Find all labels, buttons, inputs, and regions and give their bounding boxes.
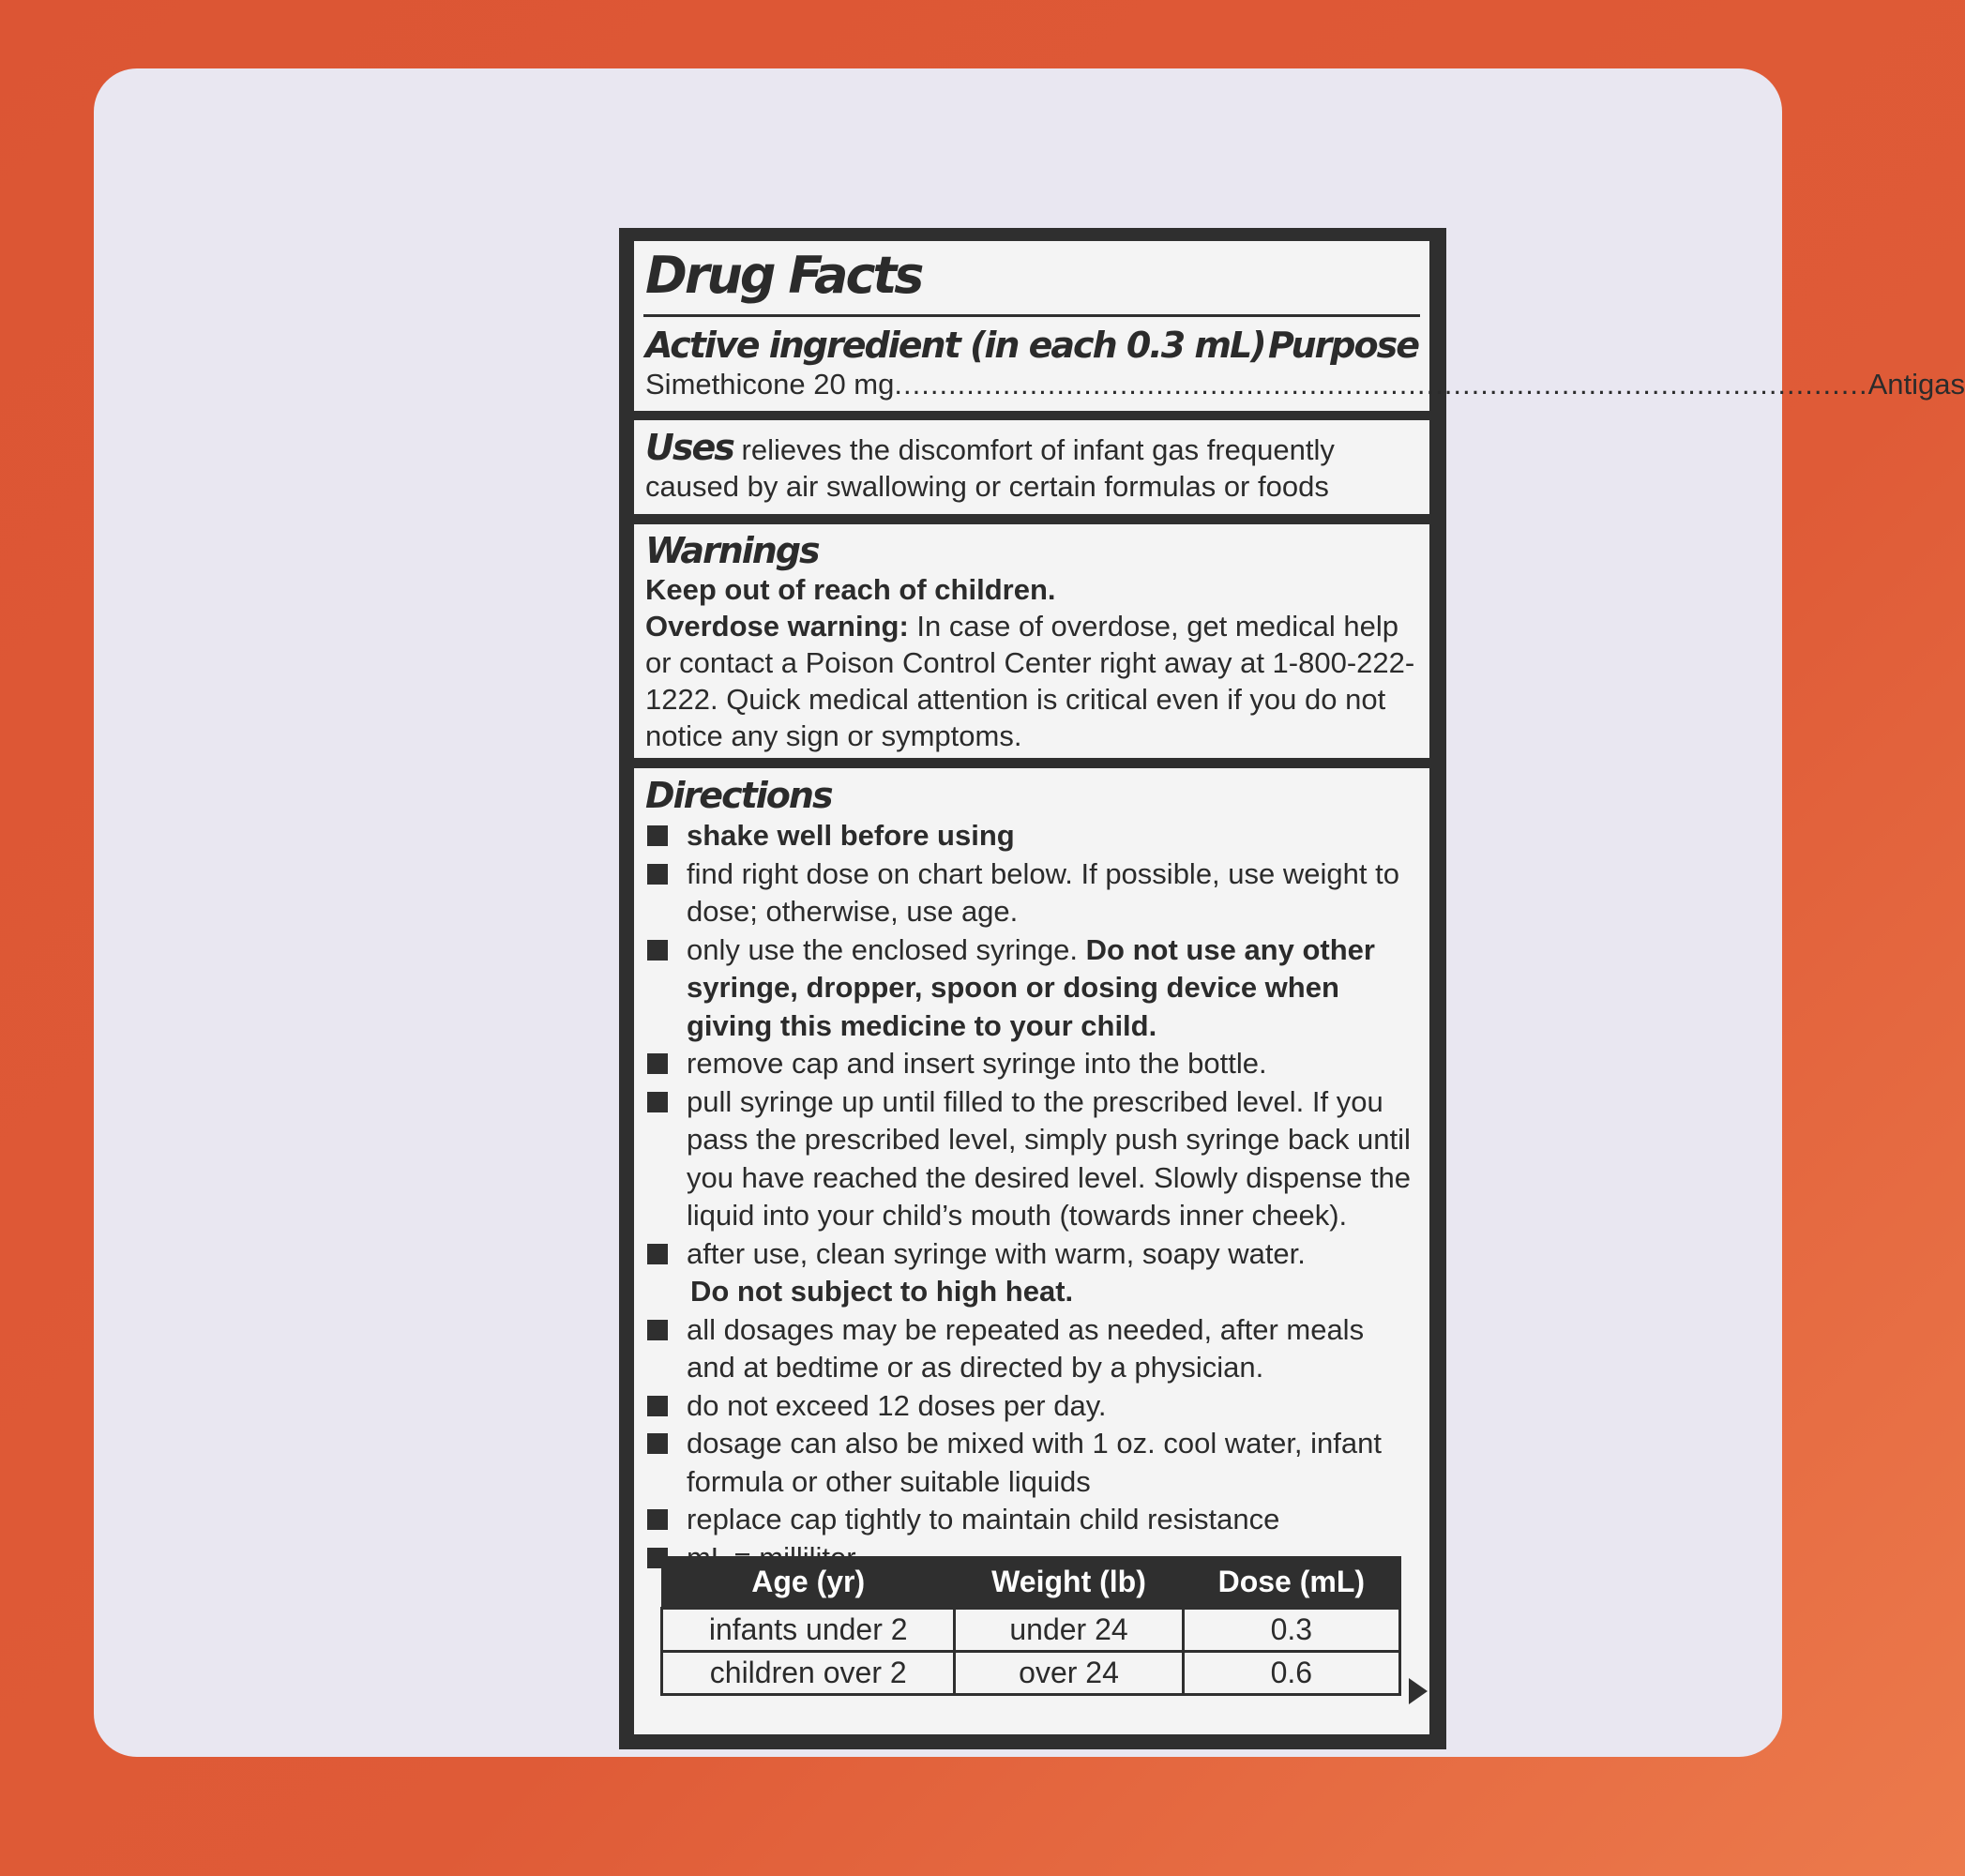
direction-text: dosage can also be mixed with 1 oz. cool water, infant formula or other suitable liquids	[687, 1427, 1382, 1498]
warnings-panel	[634, 524, 1429, 758]
direction-text: replace cap tightly to maintain child resistance	[687, 1503, 1280, 1536]
uses-heading: Uses	[645, 427, 733, 468]
uses-panel	[634, 420, 1429, 514]
direction-bold-text: Do not use any other syringe, dropper, spoon or dosing device when giving this medicine to your child.	[687, 932, 1375, 1042]
background-card	[94, 68, 1965, 1757]
direction-text: remove cap and insert syringe into the bottle.	[687, 1047, 1267, 1080]
direction-text: only use the enclosed syringe.	[687, 932, 1079, 966]
square-bullet-icon	[647, 1509, 668, 1530]
active-ingredient-header	[645, 323, 1418, 368]
list-item	[645, 1387, 1418, 1426]
list-item	[645, 1311, 1418, 1387]
list-item	[645, 1235, 1418, 1311]
age-column-header: Age (yr)	[662, 1556, 955, 1609]
purpose-heading: Purpose	[1268, 325, 1418, 366]
dose-table	[660, 1556, 1401, 1696]
drug-facts-title: Drug Facts	[645, 246, 922, 305]
leader-dots: ............................................................................................................	[894, 368, 1868, 401]
direction-text: after use, clean syringe with warm, soapy water.	[687, 1236, 1306, 1270]
age-cell: infants under 2	[662, 1609, 955, 1652]
overdose-label: Overdose warning:	[645, 610, 909, 643]
drug-facts-label	[619, 228, 1965, 1749]
age-cell: children over 2	[662, 1652, 955, 1695]
uses-text: relieves the discomfort of infant gas frequently caused by air swallowing or certain formulas or foods	[645, 433, 1335, 503]
active-ingredient-heading: Active ingredient (in each 0.3 mL)	[645, 325, 1265, 366]
ingredient-name: Simethicone 20 mg	[645, 368, 895, 401]
continue-arrow-icon	[1409, 1678, 1428, 1704]
direction-text: all dosages may be repeated as needed, after meals and at bedtime or as directed by a physician.	[687, 1312, 1365, 1384]
weight-cell: under 24	[955, 1609, 1183, 1652]
ingredient-purpose: Antigas	[1867, 368, 1965, 401]
list-item	[645, 1501, 1418, 1539]
dose-cell: 0.3	[1183, 1609, 1399, 1652]
keep-out-warning	[645, 571, 1418, 608]
list-item	[645, 931, 1418, 1046]
list-item	[645, 1045, 1418, 1083]
directions-panel	[634, 768, 1429, 1734]
square-bullet-icon	[647, 1433, 668, 1454]
uses-paragraph	[645, 427, 1418, 505]
list-item	[645, 855, 1418, 931]
overdose-warning	[645, 608, 1418, 754]
direction-bold-text: Do not subject to high heat.	[690, 1275, 1074, 1308]
square-bullet-icon	[647, 940, 668, 961]
square-bullet-icon	[647, 864, 668, 885]
list-item	[645, 1425, 1418, 1501]
title-divider	[643, 314, 1420, 317]
list-item	[645, 817, 1418, 855]
square-bullet-icon	[647, 825, 668, 846]
dose-column-header: Dose (mL)	[1183, 1556, 1399, 1609]
dose-cell: 0.6	[1183, 1652, 1399, 1695]
table-row	[662, 1652, 1400, 1695]
square-bullet-icon	[647, 1053, 668, 1074]
active-ingredient-panel	[634, 241, 1965, 411]
square-bullet-icon	[647, 1244, 668, 1264]
direction-text: do not exceed 12 doses per day.	[687, 1388, 1107, 1422]
square-bullet-icon	[647, 1092, 668, 1112]
direction-text: shake well before using	[687, 819, 1015, 852]
list-item	[645, 1083, 1418, 1235]
keep-out-text: Keep out of reach of children.	[645, 573, 1056, 606]
warnings-heading: Warnings	[645, 530, 819, 571]
square-bullet-icon	[647, 1396, 668, 1416]
ingredient-row	[645, 368, 1965, 401]
directions-heading: Directions	[645, 775, 832, 816]
overdose-text: In case of overdose, get medical help or contact a Poison Control Center right away at 1-800-222-1222. Quick medical attention is critical even if you do not notice any sign or symptoms.	[645, 610, 1415, 752]
weight-column-header: Weight (lb)	[955, 1556, 1183, 1609]
dose-table-header-row	[662, 1556, 1400, 1609]
table-row	[662, 1609, 1400, 1652]
directions-list	[645, 817, 1418, 1577]
weight-cell: over 24	[955, 1652, 1183, 1695]
direction-text: find right dose on chart below. If possible, use weight to dose; otherwise, use age.	[687, 856, 1399, 928]
direction-text: pull syringe up until filled to the prescribed level. If you pass the prescribed level, simply push syringe back until you have reached the desired level. Slowly dispense the liquid into your child’s mouth (towards inner cheek).	[687, 1084, 1412, 1232]
square-bullet-icon	[647, 1320, 668, 1340]
